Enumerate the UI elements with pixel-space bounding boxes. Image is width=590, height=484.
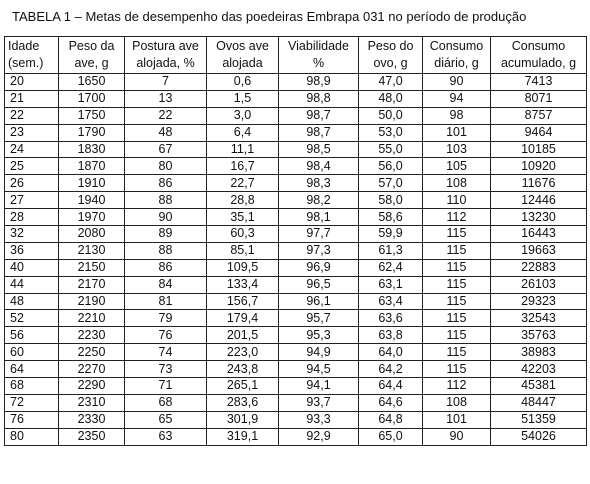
cell-cumulative-feed: 29323 [491,293,587,310]
cell-age: 40 [5,259,59,276]
cell-egg-weight: 53,0 [359,124,423,141]
cell-lay-rate: 65 [125,411,207,428]
cell-viability: 94,1 [279,378,359,395]
cell-egg-weight: 65,0 [359,428,423,445]
cell-bird-weight: 2190 [59,293,125,310]
cell-lay-rate: 13 [125,90,207,107]
table-header-row [5,37,587,74]
cell-bird-weight: 2290 [59,378,125,395]
cell-cumulative-feed: 19663 [491,242,587,259]
cell-daily-feed: 90 [423,74,491,91]
cell-cumulative-feed: 8071 [491,90,587,107]
table-row [5,327,587,344]
cell-daily-feed: 103 [423,141,491,158]
table-row [5,310,587,327]
cell-bird-weight: 1830 [59,141,125,158]
header-line: Viabilidade [288,39,349,53]
cell-cumulative-feed: 12446 [491,192,587,209]
cell-age: 32 [5,226,59,243]
table-row [5,428,587,445]
cell-bird-weight: 1700 [59,90,125,107]
header-line: Consumo [429,39,484,53]
cell-daily-feed: 94 [423,90,491,107]
cell-age: 72 [5,394,59,411]
cell-lay-rate: 90 [125,209,207,226]
cell-age: 25 [5,158,59,175]
cell-daily-feed: 115 [423,276,491,293]
cell-viability: 96,1 [279,293,359,310]
cell-age: 68 [5,378,59,395]
cell-daily-feed: 90 [423,428,491,445]
cell-cumulative-feed: 8757 [491,107,587,124]
cell-egg-weight: 63,6 [359,310,423,327]
cell-egg-weight: 48,0 [359,90,423,107]
cell-egg-weight: 50,0 [359,107,423,124]
cell-cumulative-feed: 11676 [491,175,587,192]
cell-age: 22 [5,107,59,124]
cell-egg-weight: 58,0 [359,192,423,209]
cell-eggs-per-hen: 35,1 [207,209,279,226]
cell-cumulative-feed: 32543 [491,310,587,327]
table-row [5,124,587,141]
cell-age: 24 [5,141,59,158]
cell-egg-weight: 57,0 [359,175,423,192]
cell-egg-weight: 63,1 [359,276,423,293]
cell-egg-weight: 56,0 [359,158,423,175]
header-line: (sem.) [8,56,44,70]
cell-daily-feed: 112 [423,209,491,226]
cell-eggs-per-hen: 156,7 [207,293,279,310]
cell-viability: 93,3 [279,411,359,428]
cell-age: 76 [5,411,59,428]
header-line: % [312,56,325,70]
cell-age: 56 [5,327,59,344]
cell-age: 44 [5,276,59,293]
cell-age: 36 [5,242,59,259]
header-viability [279,37,359,74]
cell-viability: 96,9 [279,259,359,276]
cell-daily-feed: 115 [423,226,491,243]
cell-viability: 98,9 [279,74,359,91]
cell-age: 64 [5,361,59,378]
cell-bird-weight: 2250 [59,344,125,361]
cell-eggs-per-hen: 301,9 [207,411,279,428]
cell-bird-weight: 1970 [59,209,125,226]
cell-lay-rate: 89 [125,226,207,243]
table-row [5,74,587,91]
cell-lay-rate: 88 [125,192,207,209]
cell-bird-weight: 2230 [59,327,125,344]
cell-bird-weight: 2330 [59,411,125,428]
header-daily-feed [423,37,491,74]
cell-viability: 98,1 [279,209,359,226]
cell-viability: 96,5 [279,276,359,293]
cell-egg-weight: 47,0 [359,74,423,91]
cell-eggs-per-hen: 283,6 [207,394,279,411]
table-row [5,378,587,395]
cell-lay-rate: 76 [125,327,207,344]
cell-daily-feed: 115 [423,327,491,344]
cell-bird-weight: 1870 [59,158,125,175]
cell-eggs-per-hen: 1,5 [207,90,279,107]
cell-age: 21 [5,90,59,107]
cell-egg-weight: 62,4 [359,259,423,276]
header-line: Ovos ave [216,39,269,53]
cell-daily-feed: 98 [423,107,491,124]
table-row [5,209,587,226]
cell-lay-rate: 81 [125,293,207,310]
cell-daily-feed: 101 [423,124,491,141]
cell-daily-feed: 108 [423,394,491,411]
cell-viability: 94,9 [279,344,359,361]
cell-age: 23 [5,124,59,141]
header-line: Consumo [511,39,566,53]
cell-egg-weight: 61,3 [359,242,423,259]
cell-egg-weight: 64,6 [359,394,423,411]
header-eggs-per-hen [207,37,279,74]
cell-daily-feed: 108 [423,175,491,192]
cell-lay-rate: 7 [125,74,207,91]
cell-daily-feed: 115 [423,361,491,378]
cell-egg-weight: 59,9 [359,226,423,243]
cell-eggs-per-hen: 179,4 [207,310,279,327]
table-row [5,107,587,124]
cell-eggs-per-hen: 223,0 [207,344,279,361]
cell-eggs-per-hen: 265,1 [207,378,279,395]
cell-eggs-per-hen: 11,1 [207,141,279,158]
cell-bird-weight: 2310 [59,394,125,411]
cell-viability: 94,5 [279,361,359,378]
cell-eggs-per-hen: 201,5 [207,327,279,344]
cell-viability: 97,3 [279,242,359,259]
cell-bird-weight: 2150 [59,259,125,276]
cell-lay-rate: 79 [125,310,207,327]
header-line: alojada [222,56,263,70]
cell-lay-rate: 88 [125,242,207,259]
cell-lay-rate: 67 [125,141,207,158]
cell-lay-rate: 48 [125,124,207,141]
table-row [5,293,587,310]
performance-table [4,36,587,446]
cell-cumulative-feed: 45381 [491,378,587,395]
header-line: Postura ave [132,39,199,53]
cell-viability: 98,7 [279,107,359,124]
cell-bird-weight: 2210 [59,310,125,327]
table-body [5,74,587,446]
cell-daily-feed: 115 [423,344,491,361]
cell-eggs-per-hen: 28,8 [207,192,279,209]
table-row [5,242,587,259]
cell-eggs-per-hen: 85,1 [207,242,279,259]
cell-bird-weight: 2170 [59,276,125,293]
cell-lay-rate: 86 [125,259,207,276]
header-age [5,37,59,74]
header-line: acumulado, g [500,56,577,70]
header-cumulative-feed [491,37,587,74]
cell-bird-weight: 1750 [59,107,125,124]
cell-eggs-per-hen: 133,4 [207,276,279,293]
header-line: Idade [8,39,40,53]
header-line: ovo, g [373,56,408,70]
cell-daily-feed: 110 [423,192,491,209]
cell-age: 27 [5,192,59,209]
cell-bird-weight: 2130 [59,242,125,259]
cell-cumulative-feed: 22883 [491,259,587,276]
cell-cumulative-feed: 10920 [491,158,587,175]
cell-egg-weight: 63,4 [359,293,423,310]
cell-age: 20 [5,74,59,91]
header-line: alojada, % [136,56,195,70]
cell-lay-rate: 71 [125,378,207,395]
cell-cumulative-feed: 10185 [491,141,587,158]
cell-cumulative-feed: 42203 [491,361,587,378]
cell-age: 28 [5,209,59,226]
cell-lay-rate: 63 [125,428,207,445]
cell-eggs-per-hen: 22,7 [207,175,279,192]
cell-age: 52 [5,310,59,327]
cell-bird-weight: 2270 [59,361,125,378]
cell-daily-feed: 115 [423,310,491,327]
cell-viability: 98,4 [279,158,359,175]
cell-lay-rate: 22 [125,107,207,124]
table-row [5,259,587,276]
cell-daily-feed: 101 [423,411,491,428]
cell-lay-rate: 80 [125,158,207,175]
header-lay-rate [125,37,207,74]
cell-cumulative-feed: 13230 [491,209,587,226]
cell-cumulative-feed: 16443 [491,226,587,243]
cell-bird-weight: 1940 [59,192,125,209]
table-row [5,158,587,175]
cell-lay-rate: 86 [125,175,207,192]
table-row [5,192,587,209]
cell-egg-weight: 64,2 [359,361,423,378]
cell-viability: 97,7 [279,226,359,243]
cell-cumulative-feed: 9464 [491,124,587,141]
header-line: Peso do [367,39,414,53]
cell-viability: 98,7 [279,124,359,141]
cell-eggs-per-hen: 16,7 [207,158,279,175]
cell-viability: 98,8 [279,90,359,107]
cell-eggs-per-hen: 109,5 [207,259,279,276]
cell-viability: 92,9 [279,428,359,445]
cell-lay-rate: 84 [125,276,207,293]
cell-bird-weight: 1790 [59,124,125,141]
cell-bird-weight: 2350 [59,428,125,445]
cell-egg-weight: 55,0 [359,141,423,158]
cell-viability: 98,5 [279,141,359,158]
cell-cumulative-feed: 38983 [491,344,587,361]
cell-eggs-per-hen: 3,0 [207,107,279,124]
cell-cumulative-feed: 48447 [491,394,587,411]
cell-bird-weight: 1650 [59,74,125,91]
cell-egg-weight: 64,8 [359,411,423,428]
cell-cumulative-feed: 35763 [491,327,587,344]
cell-lay-rate: 74 [125,344,207,361]
cell-eggs-per-hen: 60,3 [207,226,279,243]
table-row [5,394,587,411]
table-row [5,344,587,361]
cell-lay-rate: 68 [125,394,207,411]
cell-eggs-per-hen: 319,1 [207,428,279,445]
table-row [5,175,587,192]
cell-age: 60 [5,344,59,361]
cell-cumulative-feed: 7413 [491,74,587,91]
header-line: Peso da [68,39,115,53]
cell-age: 80 [5,428,59,445]
cell-eggs-per-hen: 0,6 [207,74,279,91]
cell-bird-weight: 2080 [59,226,125,243]
cell-daily-feed: 112 [423,378,491,395]
cell-daily-feed: 115 [423,242,491,259]
cell-viability: 95,7 [279,310,359,327]
cell-bird-weight: 1910 [59,175,125,192]
header-bird-weight [59,37,125,74]
cell-cumulative-feed: 26103 [491,276,587,293]
table-row [5,226,587,243]
cell-age: 26 [5,175,59,192]
cell-egg-weight: 63,8 [359,327,423,344]
header-line: diário, g [434,56,479,70]
cell-cumulative-feed: 51359 [491,411,587,428]
table-row [5,90,587,107]
cell-viability: 95,3 [279,327,359,344]
cell-daily-feed: 105 [423,158,491,175]
cell-daily-feed: 115 [423,259,491,276]
cell-viability: 98,2 [279,192,359,209]
cell-age: 48 [5,293,59,310]
cell-lay-rate: 73 [125,361,207,378]
table-row [5,361,587,378]
cell-eggs-per-hen: 243,8 [207,361,279,378]
header-egg-weight [359,37,423,74]
cell-daily-feed: 115 [423,293,491,310]
cell-egg-weight: 64,4 [359,378,423,395]
cell-egg-weight: 58,6 [359,209,423,226]
header-line: ave, g [74,56,109,70]
cell-egg-weight: 64,0 [359,344,423,361]
table-row [5,141,587,158]
table-caption: TABELA 1 – Metas de desempenho das poedeiras Embrapa 031 no período de produção [12,9,527,24]
cell-cumulative-feed: 54026 [491,428,587,445]
table-row [5,276,587,293]
table-row [5,411,587,428]
cell-viability: 93,7 [279,394,359,411]
cell-viability: 98,3 [279,175,359,192]
cell-eggs-per-hen: 6,4 [207,124,279,141]
